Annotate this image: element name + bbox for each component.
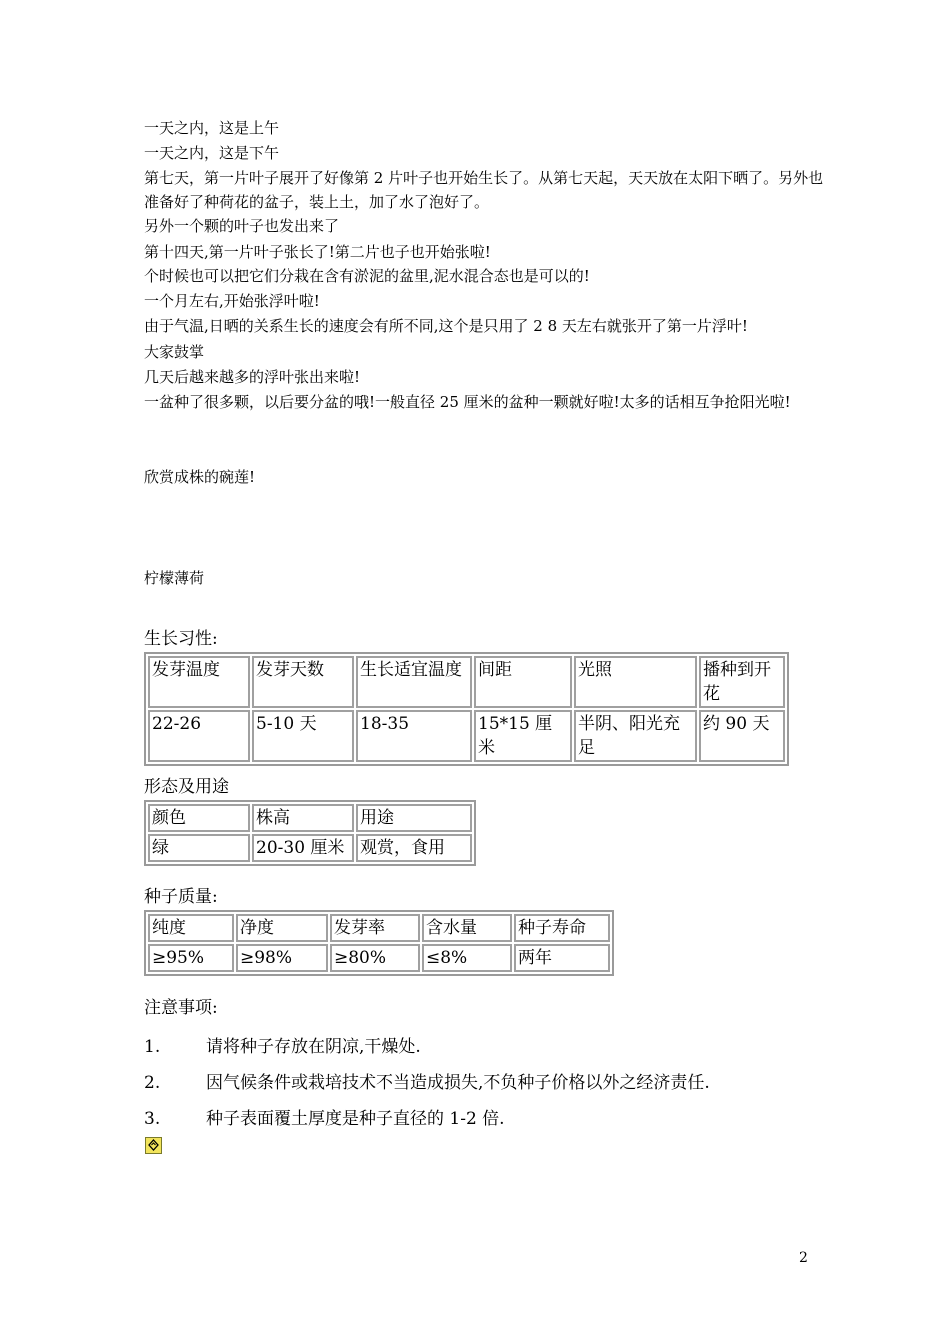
table-row [148, 710, 785, 762]
table-cell: ≥95% [148, 944, 234, 972]
list-text: 因气候条件或栽培技术不当造成损失,不负种子价格以外之经济责任. [206, 1073, 710, 1093]
paragraph: 由于气温,日晒的关系生长的速度会有所不同,这个是只用了 2 8 天左右就张开了第一片浮叶! [144, 317, 748, 335]
list-item [144, 1035, 421, 1059]
growth-title: 生长习性: [144, 629, 218, 649]
table-cell: ≥80% [330, 944, 420, 972]
list-item [144, 1107, 505, 1131]
plant-title: 柠檬薄荷 [144, 569, 205, 587]
table-row [148, 834, 472, 862]
table-cell: 净度 [236, 914, 328, 942]
table-header-row [148, 804, 472, 832]
table-cell: 株高 [252, 804, 354, 832]
table-cell: 用途 [356, 804, 472, 832]
table-cell: 颜色 [148, 804, 250, 832]
table-cell: ≥98% [236, 944, 328, 972]
table-cell: 光照 [574, 656, 697, 708]
paragraph: 一盆种了很多颗，以后要分盆的哦!一般直径 25 厘米的盆种一颗就好啦!太多的话相互争抢阳光啦! [144, 393, 791, 411]
table-cell: 观赏，食用 [356, 834, 472, 862]
list-text: 种子表面覆土厚度是种子直径的 1-2 倍. [206, 1109, 505, 1129]
list-number: 2. [144, 1073, 161, 1093]
paragraph: 欣赏成株的碗莲! [144, 468, 256, 486]
table-cell: 15*15 厘米 [474, 710, 572, 762]
paragraph: 一个月左右,开始张浮叶啦! [144, 292, 320, 310]
paragraph: 第十四天,第一片叶子张长了!第二片也子也开始张啦! [144, 243, 491, 261]
list-number: 1. [144, 1037, 161, 1057]
paragraph: 第七天，第一片叶子展开了好像第 2 片叶子也开始生长了。从第七天起，天天放在太阳下晒了。另外也准备好了种荷花的盆子，装上土，加了水了泡好了。 [144, 169, 824, 211]
form-title: 形态及用途 [144, 777, 229, 797]
paragraph: 大家鼓掌 [144, 343, 205, 361]
table-cell: 18-35 [356, 710, 472, 762]
paragraph: 个时候也可以把它们分栽在含有淤泥的盆里,泥水混合态也是可以的! [144, 267, 590, 285]
table-cell: 5-10 天 [252, 710, 354, 762]
growth-table [144, 652, 789, 766]
table-cell: 纯度 [148, 914, 234, 942]
table-cell: 发芽率 [330, 914, 420, 942]
list-number: 3. [144, 1109, 161, 1129]
list-item [144, 1071, 710, 1095]
paragraph: 一天之内，这是下午 [144, 144, 280, 162]
table-row [148, 944, 610, 972]
table-cell: 发芽天数 [252, 656, 354, 708]
table-cell: ≤8% [422, 944, 512, 972]
table-cell: 22-26 [148, 710, 250, 762]
table-cell: 生长适宜温度 [356, 656, 472, 708]
quality-table [144, 910, 614, 976]
form-table [144, 800, 476, 866]
table-cell: 播种到开花 [699, 656, 785, 708]
paragraph: 一天之内，这是上午 [144, 119, 280, 137]
broken-image-icon [145, 1137, 162, 1154]
table-cell: 两年 [514, 944, 610, 972]
table-cell: 半阴、阳光充足 [574, 710, 697, 762]
table-cell: 间距 [474, 656, 572, 708]
paragraph: 几天后越来越多的浮叶张出来啦! [144, 368, 361, 386]
paragraph: 另外一个颗的叶子也发出来了 [144, 217, 340, 235]
table-cell: 发芽温度 [148, 656, 250, 708]
table-cell: 种子寿命 [514, 914, 610, 942]
list-text: 请将种子存放在阴凉,干燥处. [206, 1037, 421, 1057]
table-header-row [148, 656, 785, 708]
table-cell: 20-30 厘米 [252, 834, 354, 862]
table-cell: 含水量 [422, 914, 512, 942]
quality-title: 种子质量: [144, 887, 218, 907]
page-number: 2 [799, 1250, 808, 1266]
notes-title: 注意事项: [144, 998, 218, 1018]
table-cell: 约 90 天 [699, 710, 785, 762]
table-cell: 绿 [148, 834, 250, 862]
table-header-row [148, 914, 610, 942]
